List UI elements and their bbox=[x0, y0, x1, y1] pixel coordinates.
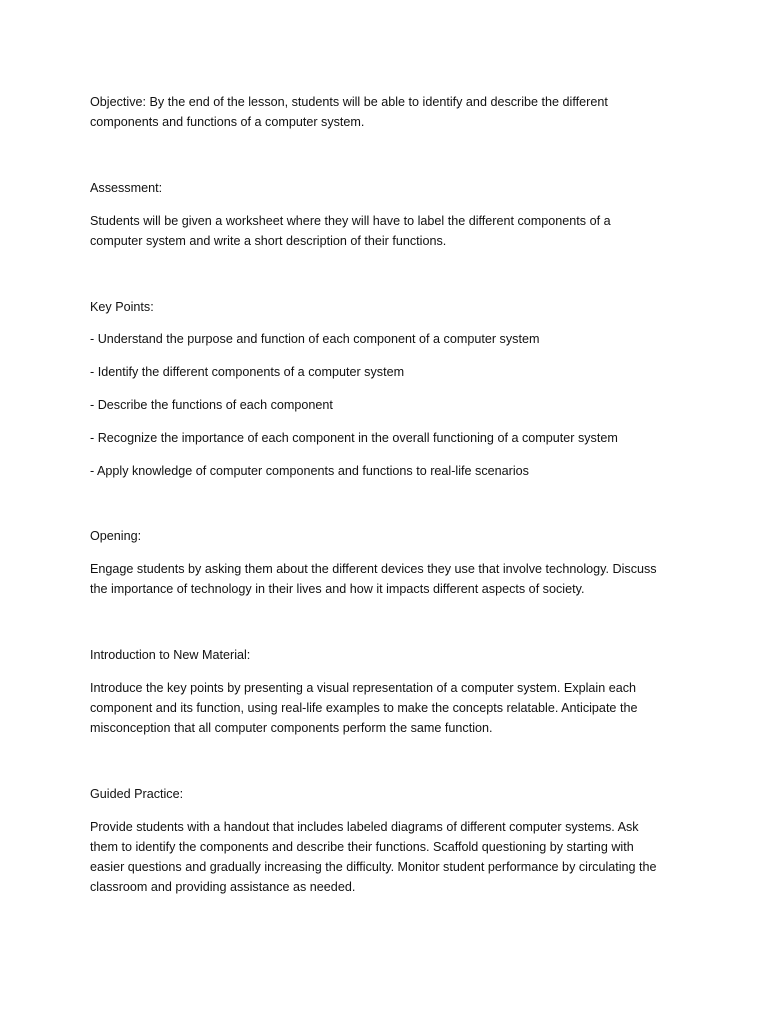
assessment-line-1: Students will be given a worksheet where they will have to label the different components of a bbox=[90, 214, 611, 228]
guided-practice-line-3: easier questions and gradually increasing the difficulty. Monitor student performance by circulating the bbox=[90, 860, 657, 874]
assessment-heading: Assessment: bbox=[90, 181, 163, 195]
guided-practice-heading: Guided Practice: bbox=[90, 787, 184, 801]
assessment-line-2: computer system and write a short description of their functions. bbox=[90, 234, 447, 248]
objective-line-1: Objective: By the end of the lesson, students will be able to identify and describe the different bbox=[90, 95, 608, 109]
opening-line-1: Engage students by asking them about the different devices they use that involve technology. Discuss bbox=[90, 562, 657, 576]
key-point-item: - Recognize the importance of each component in the overall functioning of a computer system bbox=[90, 431, 618, 445]
guided-practice-line-2: them to identify the components and describe their functions. Scaffold questioning by starting with bbox=[90, 840, 634, 854]
key-point-item: - Identify the different components of a computer system bbox=[90, 365, 405, 379]
key-point-item: - Apply knowledge of computer components and functions to real-life scenarios bbox=[90, 464, 529, 478]
key-point-item: - Describe the functions of each component bbox=[90, 398, 333, 412]
opening-heading: Opening: bbox=[90, 529, 142, 543]
guided-practice-line-4: classroom and providing assistance as needed. bbox=[90, 880, 356, 894]
introduction-line-3: misconception that all computer components perform the same function. bbox=[90, 721, 493, 735]
introduction-line-1: Introduce the key points by presenting a visual representation of a computer system. Explain each bbox=[90, 681, 637, 695]
key-points-heading: Key Points: bbox=[90, 300, 154, 314]
introduction-line-2: component and its function, using real-life examples to make the concepts relatable. Anticipate the bbox=[90, 701, 638, 715]
guided-practice-line-1: Provide students with a handout that includes labeled diagrams of different computer systems. Ask bbox=[90, 820, 639, 834]
objective-line-2: components and functions of a computer system. bbox=[90, 115, 365, 129]
introduction-heading: Introduction to New Material: bbox=[90, 648, 251, 662]
key-point-item: - Understand the purpose and function of each component of a computer system bbox=[90, 332, 540, 346]
opening-line-2: the importance of technology in their lives and how it impacts different aspects of society. bbox=[90, 582, 585, 596]
